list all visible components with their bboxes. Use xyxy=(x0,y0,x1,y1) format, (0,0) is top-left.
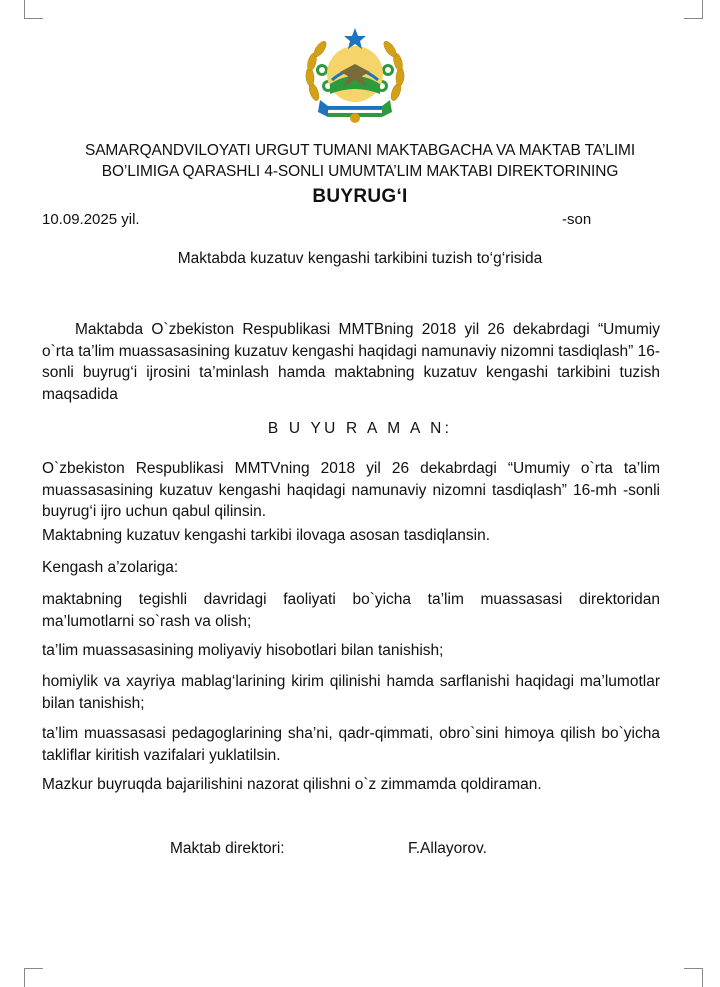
header-line-2: BO’LIMIGA QARASHLI 4-SONLI UMUMTA’LIM MAKTABI DIREKTORINING xyxy=(101,163,619,180)
paragraph-2: Maktabning kuzatuv kengashi tarkibi ilovaga asosan tasdiqlansin. xyxy=(42,527,491,544)
paragraph-6: homiylik va xayriya mablag‘larining kirim qilinishi hamda sarflanishi haqidagi ma’lumotlar bilan tanishish; xyxy=(42,673,660,712)
signature-position: Maktab direktori: xyxy=(170,840,285,857)
crop-mark-bottom-right xyxy=(684,968,703,987)
paragraph-4: maktabning tegishli davridagi faoliyati bo`yicha ta’lim muassasasi direktoridan ma’lumotlarni so`rash va olish; xyxy=(42,591,660,630)
paragraph-8: Mazkur buyruqda bajarilishini nazorat qilishni o`z zimmamda qoldiraman. xyxy=(42,776,542,793)
document-header xyxy=(40,140,680,182)
crop-mark-top-right xyxy=(684,0,703,19)
document-date: 10.09.2025 yil. xyxy=(42,211,140,228)
signature-name: F.Allayorov. xyxy=(408,840,487,857)
intro-paragraph: Maktabda O`zbekiston Respublikasi MMTBning 2018 yil 26 dekabrdagi “Umumiy o`rta ta’lim muassasasining kuzatuv kengashi haqidagi namunaviy nizomni tasdiqlash” 16-sonli buyrug‘i ijrosini ta’minlash hamda maktabning kuzatuv kengashi tarkibini tuzish maqsadida xyxy=(42,321,660,403)
paragraph-7: ta’lim muassasasi pedagoglarining sha’ni, qadr-qimmati, obro`sini himoya qilish bo`yicha takliflar kiritish vazifalari yuklatilsin. xyxy=(42,725,660,764)
paragraph-5: ta’lim muassasasining moliyaviy hisobotlari bilan tanishish; xyxy=(42,642,444,659)
paragraph-1: O`zbekiston Respublikasi MMTVning 2018 yil 26 dekabrdagi “Umumiy o`rta ta’lim muassasasining kuzatuv kengashi haqidagi namunaviy nizomni tasdiqlash” 16-mh -sonli buyrug‘i ijro uchun qabul qilinsin. xyxy=(42,460,660,520)
document-subject: Maktabda kuzatuv kengashi tarkibini tuzish to‘g‘risida xyxy=(177,250,543,267)
crop-mark-top-left xyxy=(24,0,43,19)
header-line-1: SAMARQANDVILOYATI URGUT TUMANI MAKTABGACHA VA MAKTAB TA’LIMI xyxy=(84,142,636,159)
document-number: -son xyxy=(562,211,592,228)
paragraph-3: Kengash a’zolariga: xyxy=(42,559,179,576)
crop-mark-bottom-left xyxy=(24,968,43,987)
document-title: BUYRUG‘I xyxy=(312,186,408,207)
state-emblem-icon xyxy=(300,22,410,128)
order-heading: B U YU R A M A N: xyxy=(267,420,453,437)
